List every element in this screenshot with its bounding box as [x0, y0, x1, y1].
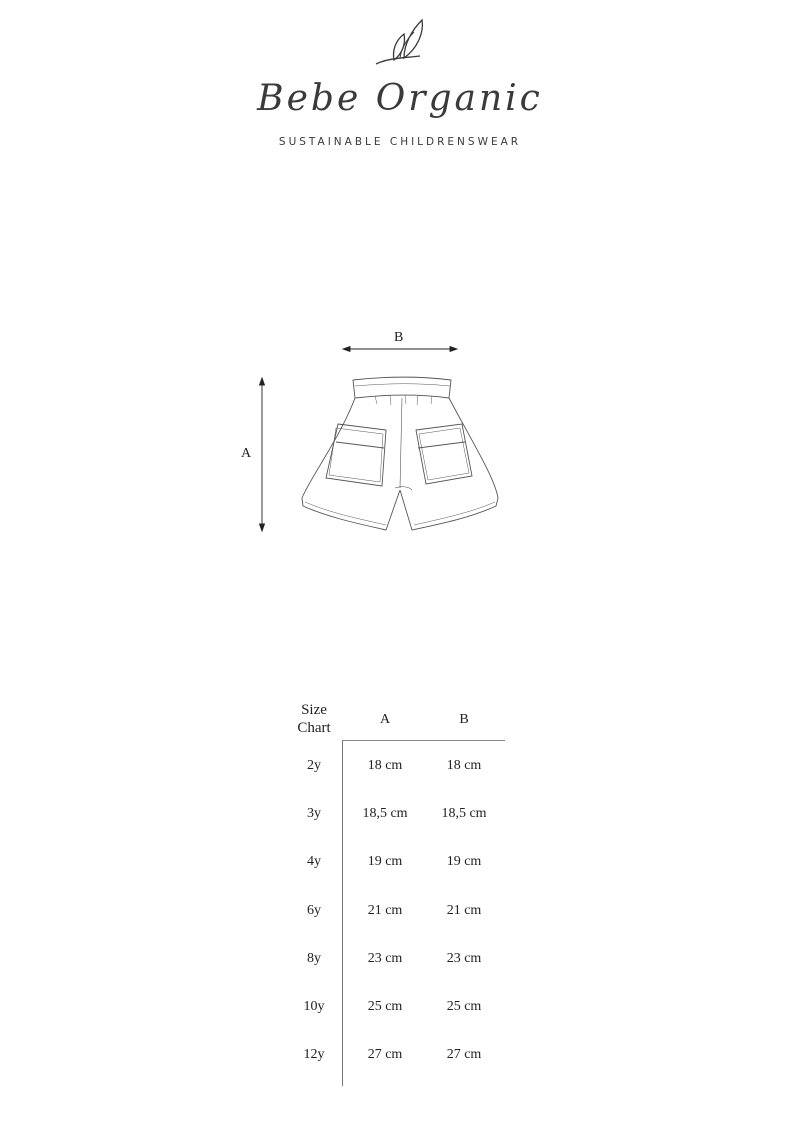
dimension-a-label: A: [241, 446, 252, 461]
table-row: 2y 18 cm 18 cm: [307, 758, 482, 773]
table-row: 8y 23 cm 23 cm: [307, 951, 482, 966]
size-chart-header: Size Chart: [297, 702, 331, 736]
table-divider-horizontal: [342, 740, 505, 741]
column-header-b: B: [459, 712, 469, 727]
shorts-diagram: [250, 338, 520, 538]
leaf-logo-icon: [370, 14, 430, 70]
table-row: 4y 19 cm 19 cm: [307, 854, 482, 869]
table-row: 6y 21 cm 21 cm: [307, 903, 482, 918]
table-row: 12y 27 cm 27 cm: [303, 1047, 482, 1062]
column-header-a: A: [379, 712, 391, 727]
table-row: 3y 18,5 cm 18,5 cm: [307, 806, 487, 821]
table-row: 10y 25 cm 25 cm: [303, 999, 482, 1014]
shorts-outline: [302, 377, 498, 530]
dimension-b-label: B: [394, 330, 404, 345]
brand-name: Bebe Organic: [257, 78, 543, 119]
dimension-b-arrow: [343, 347, 457, 352]
brand-tagline: SUSTAINABLE CHILDRENSWEAR: [278, 136, 522, 148]
size-chart-table: [285, 700, 515, 1090]
dimension-a-arrow: [260, 378, 265, 531]
